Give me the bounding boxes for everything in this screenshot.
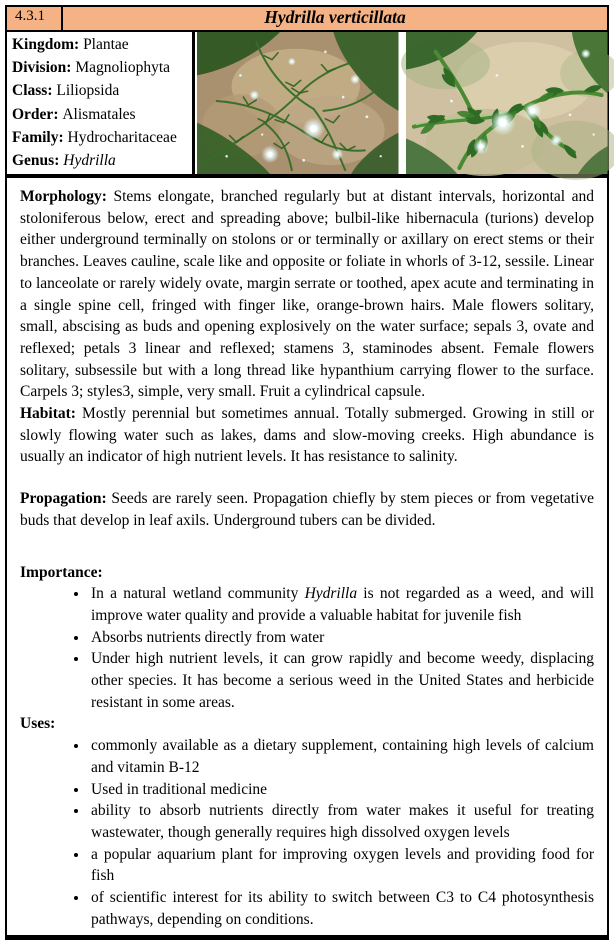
body-box <box>5 176 609 940</box>
hydrilla-photo-left-art <box>197 32 399 174</box>
bullet-item: • commonly available as a dietary supplement, containing high levels of calcium and vitamin B-12 <box>89 735 594 778</box>
uses-list <box>20 735 594 930</box>
bullet-item: • In a natural wetland community Hydrilla is not regarded as a weed, and will improve water quality and provide a valuable habitat for juvenile fish <box>89 583 594 626</box>
bullet-item: • Used in traditional medicine <box>89 779 594 801</box>
taxonomy-row: Division: Magnoliophyta <box>12 59 171 77</box>
hydrilla-photo-right-art <box>406 32 608 174</box>
info-row <box>7 32 607 174</box>
taxonomy-row: Family: Hydrocharitaceae <box>12 128 177 146</box>
bullet-item: • a popular aquarium plant for improving oxygen levels and providing food for fish <box>89 844 594 887</box>
page-title: Hydrilla verticillata <box>264 7 406 27</box>
photo-divider <box>399 32 404 174</box>
morphology-label: Morphology: <box>20 188 107 205</box>
hydrilla-photo-left <box>197 32 399 174</box>
bullet-item: • of scientific interest for its ability to switch between C3 to C4 photosynthesis pathways, depending on conditions. <box>89 887 594 930</box>
taxonomy-list <box>7 32 195 174</box>
habitat-text: Mostly perennial but sometimes annual. Totally submerged. Growing in still or slowly flowing water such as lakes, dams and slow-moving creeks. High abundance is usually an indicator of high nutrient levels. It has resistance to salinity. <box>20 405 594 466</box>
habitat-paragraph <box>20 403 594 468</box>
header-row <box>7 7 607 32</box>
taxonomy-row: Class: Liliopsida <box>12 82 120 100</box>
bullet-item: • Absorbs nutrients directly from water <box>89 627 594 649</box>
propagation-paragraph <box>20 488 594 531</box>
bullet-item: • ability to absorb nutrients directly from water makes it useful for treating wastewater, though generally requires high dissolved oxygen levels <box>89 800 594 843</box>
section-number: 4.3.1 <box>7 7 63 30</box>
propagation-label: Propagation: <box>20 490 107 508</box>
morphology-text: Stems elongate, branched regularly but at distant intervals, horizontal and stoloniferous below, erect and spreading above; bulbil-like hibernacula (turions) develop either underground terminally on stolons or or terminally or axillary on erect stems or their branches. Leaves cauline, scale like and opposite or foliate in whorls of 3-12, sessile. Linear to lanceolate or rarely widely ovate, margin serrate or toothed, apex acute and terminating in a single spine cell, fringed with finger like, orange-brown hairs. Male flowers solitary, small, abscising as buds and opening explosively on the water surface; sepals 3, ovate and reflexed; petals 3 linear and reflexed; stamens 3, staminodes absent. Female flowers solitary, subsessile but with a long thread like hypanthium carrying flower to the surface. Carpels 3; styles3, simple, very small. Fruit a cylindrical capsule. <box>20 188 595 401</box>
hydrilla-photo-right <box>406 32 608 174</box>
morphology-paragraph <box>20 186 594 403</box>
importance-list <box>20 583 594 713</box>
taxonomy-row: Order: Alismatales <box>12 105 136 123</box>
taxonomy-row: Genus: Hydrilla <box>12 152 116 170</box>
document-page <box>5 5 609 928</box>
uses-heading: Uses: <box>20 715 56 733</box>
propagation-text: Seeds are rarely seen. Propagation chiefly by stem pieces or from vegetative buds that develop in leaf axils. Underground tubers can be divided. <box>20 490 595 529</box>
top-table <box>5 5 609 176</box>
habitat-label: Habitat: <box>20 405 76 423</box>
taxonomy-row: Kingdom: Plantae <box>12 36 129 53</box>
importance-heading: Importance: <box>20 563 103 581</box>
bullet-item: • Under high nutrient levels, it can grow rapidly and become weedy, displacing other species. It has become a serious weed in the United States and herbicide resistant in some areas. <box>89 648 594 713</box>
